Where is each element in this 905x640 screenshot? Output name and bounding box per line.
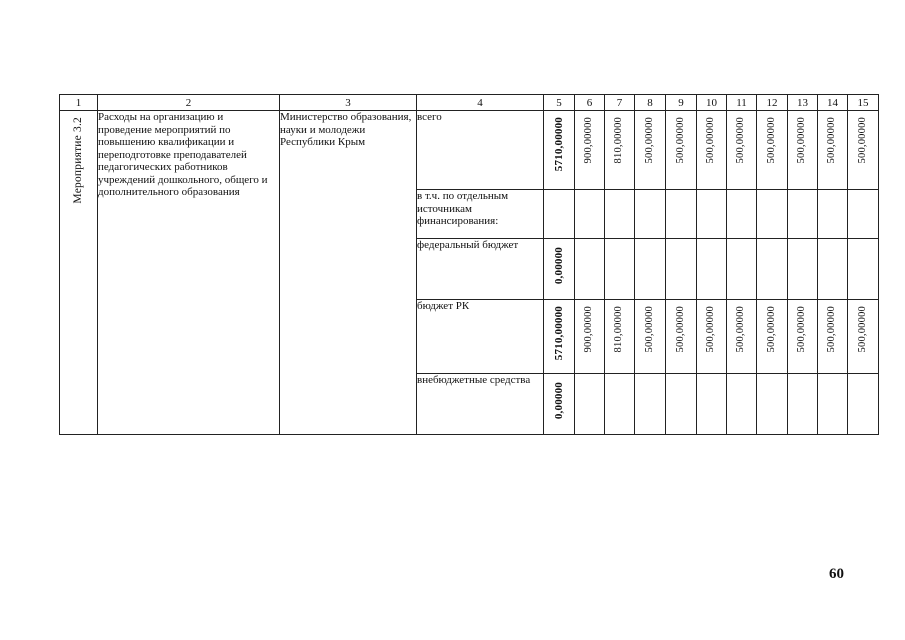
year-cell xyxy=(757,190,788,239)
header-cell: 1 xyxy=(60,95,98,111)
header-row xyxy=(60,95,879,111)
header-cell: 5 xyxy=(544,95,575,111)
year-cell xyxy=(697,190,727,239)
header-cell: 8 xyxy=(635,95,666,111)
year-value: 500,00000 xyxy=(796,306,808,353)
year-cell xyxy=(788,239,818,300)
year-cell xyxy=(666,300,697,374)
year-cell xyxy=(727,190,757,239)
header-cell: 11 xyxy=(727,95,757,111)
total-cell xyxy=(544,374,575,435)
total-value: 0,00000 xyxy=(552,382,565,420)
page-number: 60 xyxy=(829,566,844,582)
year-cell xyxy=(697,239,727,300)
year-cell xyxy=(697,374,727,435)
header-cell: 4 xyxy=(417,95,544,111)
year-cell xyxy=(605,111,635,190)
total-cell xyxy=(544,300,575,374)
year-cell xyxy=(575,300,605,374)
budget-table xyxy=(59,94,879,435)
source-cell: бюджет РК xyxy=(417,300,544,374)
header-cell: 6 xyxy=(575,95,605,111)
header-cell: 13 xyxy=(788,95,818,111)
year-value: 500,00000 xyxy=(674,117,686,164)
year-cell xyxy=(605,300,635,374)
year-value: 500,00000 xyxy=(765,117,777,164)
header-cell: 3 xyxy=(280,95,417,111)
event-label: Мероприятие 3.2 xyxy=(72,117,85,204)
description-cell: Расходы на организацию и проведение мероприятий по повышению квалификации и переподготовке преподавателей педагогических работников учреждений дошкольного, общего и дополнительного образования xyxy=(98,111,280,435)
year-cell xyxy=(818,111,848,190)
year-cell xyxy=(575,190,605,239)
year-value: 500,00000 xyxy=(856,306,868,353)
header-cell: 14 xyxy=(818,95,848,111)
year-value: 500,00000 xyxy=(705,117,717,164)
year-cell xyxy=(697,300,727,374)
year-cell xyxy=(635,111,666,190)
year-cell xyxy=(848,111,879,190)
year-value: 900,00000 xyxy=(583,306,595,353)
year-cell xyxy=(605,374,635,435)
year-cell xyxy=(818,190,848,239)
year-cell xyxy=(727,111,757,190)
year-cell xyxy=(666,111,697,190)
year-cell xyxy=(666,374,697,435)
year-value: 900,00000 xyxy=(583,117,595,164)
source-cell: федеральный бюджет xyxy=(417,239,544,300)
year-cell xyxy=(575,111,605,190)
year-cell xyxy=(848,239,879,300)
year-cell xyxy=(727,374,757,435)
year-cell xyxy=(605,190,635,239)
total-cell xyxy=(544,239,575,300)
executor-cell: Министерство образования, науки и молодежи Республики Крым xyxy=(280,111,417,435)
year-cell xyxy=(818,374,848,435)
year-cell xyxy=(757,374,788,435)
header-cell: 12 xyxy=(757,95,788,111)
year-value: 500,00000 xyxy=(765,306,777,353)
header-cell: 10 xyxy=(697,95,727,111)
year-value: 500,00000 xyxy=(643,117,655,164)
year-cell xyxy=(757,111,788,190)
year-cell xyxy=(848,300,879,374)
year-value: 500,00000 xyxy=(826,306,838,353)
year-value: 810,00000 xyxy=(613,117,625,164)
source-cell: всего xyxy=(417,111,544,190)
year-value: 500,00000 xyxy=(856,117,868,164)
year-cell xyxy=(757,300,788,374)
year-value: 500,00000 xyxy=(796,117,808,164)
year-cell xyxy=(788,190,818,239)
year-value: 500,00000 xyxy=(826,117,838,164)
year-cell xyxy=(848,374,879,435)
year-cell xyxy=(605,239,635,300)
total-value: 5710,00000 xyxy=(552,306,565,361)
header-cell: 2 xyxy=(98,95,280,111)
year-cell xyxy=(788,111,818,190)
year-value: 500,00000 xyxy=(735,306,747,353)
header-cell: 9 xyxy=(666,95,697,111)
year-value: 500,00000 xyxy=(643,306,655,353)
year-cell xyxy=(635,300,666,374)
total-value: 5710,00000 xyxy=(552,117,565,172)
year-value: 500,00000 xyxy=(735,117,747,164)
event-label-cell xyxy=(60,111,98,435)
year-cell xyxy=(848,190,879,239)
table-row xyxy=(60,111,879,190)
year-cell xyxy=(788,374,818,435)
year-cell xyxy=(635,239,666,300)
total-cell xyxy=(544,111,575,190)
year-cell xyxy=(818,300,848,374)
header-cell: 15 xyxy=(848,95,879,111)
source-cell: внебюджетные средства xyxy=(417,374,544,435)
year-cell xyxy=(666,190,697,239)
year-cell xyxy=(635,190,666,239)
year-cell xyxy=(757,239,788,300)
year-cell xyxy=(727,239,757,300)
year-cell xyxy=(635,374,666,435)
year-cell xyxy=(697,111,727,190)
year-value: 810,00000 xyxy=(613,306,625,353)
year-value: 500,00000 xyxy=(674,306,686,353)
total-cell xyxy=(544,190,575,239)
year-cell xyxy=(727,300,757,374)
source-cell: в т.ч. по отдельным источникам финансирования: xyxy=(417,190,544,239)
total-value: 0,00000 xyxy=(552,247,565,285)
header-cell: 7 xyxy=(605,95,635,111)
year-cell xyxy=(575,374,605,435)
year-cell xyxy=(818,239,848,300)
year-cell xyxy=(788,300,818,374)
year-value: 500,00000 xyxy=(705,306,717,353)
year-cell xyxy=(575,239,605,300)
year-cell xyxy=(666,239,697,300)
